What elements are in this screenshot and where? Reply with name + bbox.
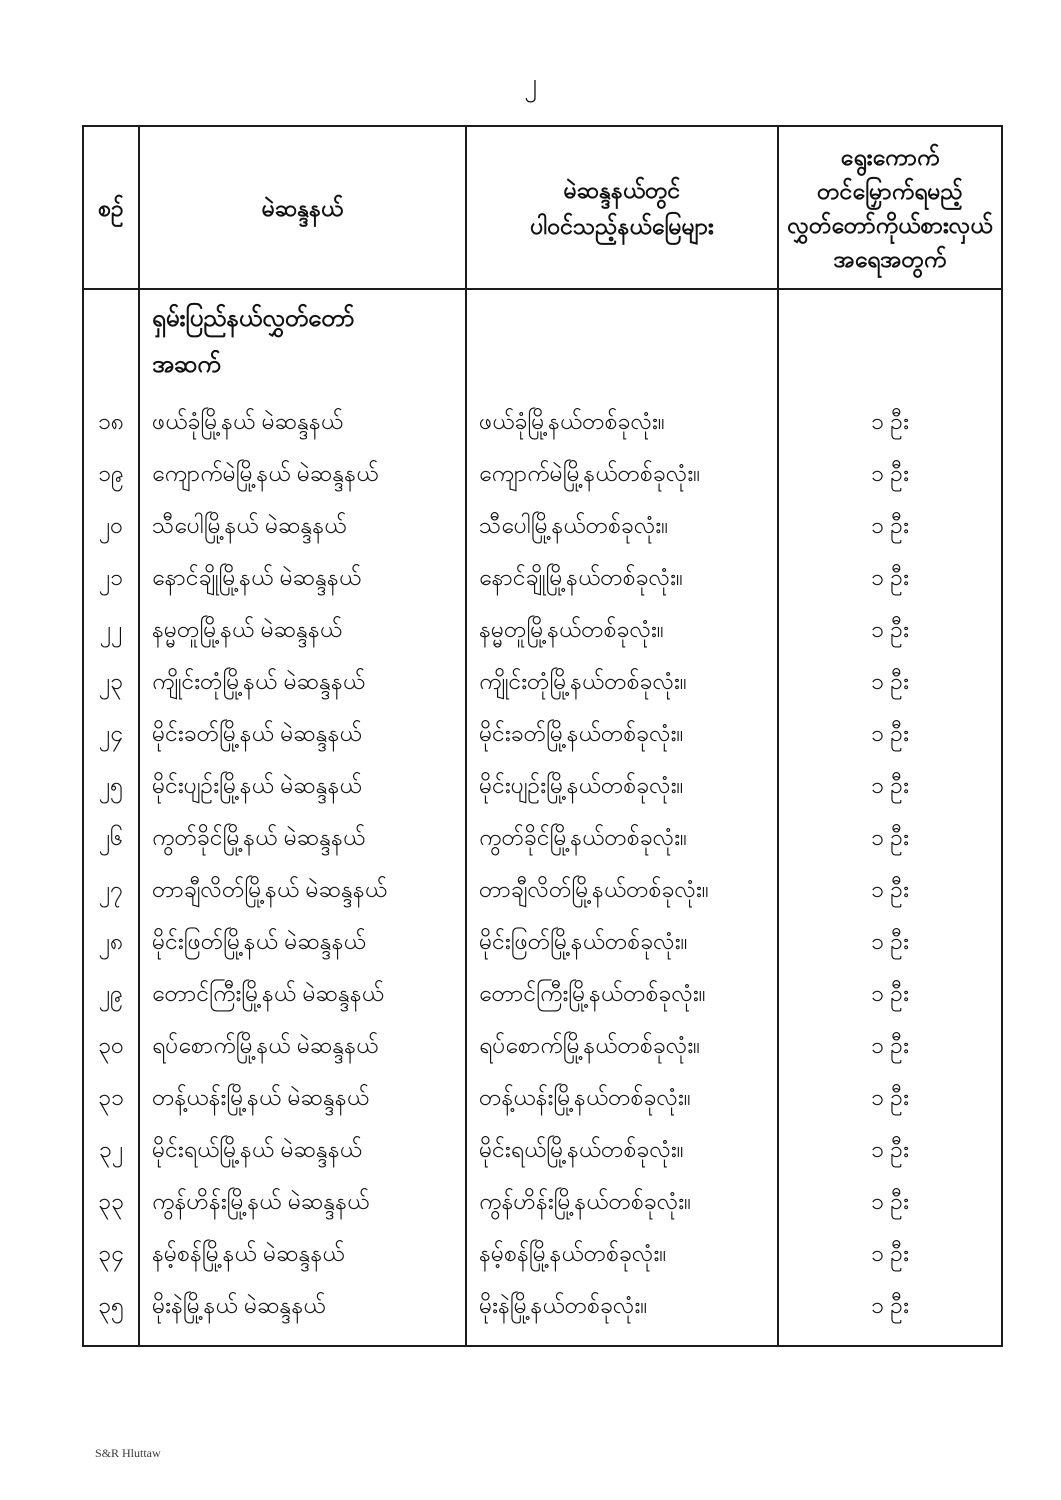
- row-cell-constituency: တောင်ကြီးမြို့နယ် မဲဆန္ဒနယ်: [152, 980, 384, 1006]
- row-cell-constituency: ကျိုင်းတုံမြို့နယ် မဲဆန္ဒနယ်: [152, 668, 366, 694]
- row-cell-no: ၂၈: [98, 928, 124, 954]
- header-included-areas-line1: မဲဆန္ဒနယ်တွင်: [563, 176, 681, 203]
- row-cell-areas: တန့်ယန်းမြို့နယ်တစ်ခုလုံး။: [479, 1084, 691, 1110]
- row-cell-count: ၁ ဦး: [871, 928, 909, 954]
- header-serial-no: [84, 127, 140, 288]
- column-included-areas: [467, 290, 779, 1345]
- row-cell-count: ၁ ဦး: [871, 824, 909, 850]
- row-cell-count: ၁ ဦး: [871, 1188, 909, 1214]
- row-cell-count: ၁ ဦး: [871, 564, 909, 590]
- page-number: ၂: [524, 67, 537, 97]
- row-cell-constituency: ကွန်ဟိန်းမြို့နယ် မဲဆန္ဒနယ်: [152, 1188, 370, 1214]
- row-cell-constituency: မိုးနဲမြို့နယ် မဲဆန္ဒနယ်: [152, 1292, 326, 1318]
- row-cell-count: ၁ ဦး: [871, 980, 909, 1006]
- row-cell-areas: ကွန်ဟိန်းမြို့နယ်တစ်ခုလုံး။: [479, 1188, 692, 1214]
- row-cell-no: ၁၈: [97, 408, 125, 434]
- row-cell-constituency: နမ္မတူမြို့နယ် မဲဆန္ဒနယ်: [152, 616, 343, 642]
- row-cell-count: ၁ ဦး: [871, 1240, 909, 1266]
- table-body: [84, 290, 1001, 1345]
- header-representatives-line2: တင်မြှောက်ရမည့်: [817, 177, 963, 204]
- row-cell-count: ၁ ဦး: [871, 512, 909, 538]
- row-cell-no: ၂၅: [98, 772, 124, 798]
- section-spacer: [467, 290, 777, 398]
- row-cell-constituency: နမ့်စန်မြို့နယ် မဲဆန္ဒနယ်: [152, 1240, 345, 1266]
- row-cell-constituency: တန့်ယန်းမြို့နယ် မဲဆန္ဒနယ်: [152, 1084, 370, 1110]
- row-cell-constituency: မိုင်းပျဉ်းမြို့နယ် မဲဆန္ဒနယ်: [152, 772, 362, 798]
- row-cell-constituency: ရပ်စောက်မြို့နယ် မဲဆန္ဒနယ်: [152, 1032, 379, 1058]
- row-cell-areas: မိုင်းဖြတ်မြို့နယ်တစ်ခုလုံး။: [479, 928, 688, 954]
- row-cell-areas: ရပ်စောက်မြို့နယ်တစ်ခုလုံး။: [479, 1032, 701, 1058]
- header-constituency: [140, 127, 467, 288]
- row-cell-no: ၃၀: [98, 1032, 124, 1058]
- row-cell-no: ၃၃: [98, 1188, 124, 1214]
- column-serial-no: [84, 290, 140, 1345]
- header-included-areas-line2: ပါဝင်သည့်နယ်မြေများ: [530, 212, 714, 239]
- row-cell-count: ၁ ဦး: [871, 720, 909, 746]
- row-cell-areas: ကျောက်မဲမြို့နယ်တစ်ခုလုံး။: [479, 460, 701, 486]
- row-cell-no: ၂၃: [98, 668, 124, 694]
- row-cell-no: ၂၉: [98, 980, 124, 1006]
- row-cell-count: ၁ ဦး: [871, 876, 909, 902]
- section-spacer: [779, 290, 1001, 398]
- row-cell-no: ၃၁: [98, 1084, 124, 1110]
- column-representatives-count: [779, 290, 1001, 1345]
- row-cell-no: ၃၄: [98, 1240, 124, 1266]
- row-cell-areas: ဖယ်ခုံမြို့နယ်တစ်ခုလုံး။: [479, 408, 665, 434]
- header-representatives-line4: အရေအတွက်: [833, 245, 947, 272]
- row-cell-no: ၂၇: [98, 876, 124, 902]
- row-cell-areas: ကျိုင်းတုံမြို့နယ်တစ်ခုလုံး။: [479, 668, 687, 694]
- row-cell-areas: တာချီလိတ်မြို့နယ်တစ်ခုလုံး။: [479, 876, 709, 902]
- section-spacer: [84, 290, 138, 398]
- header-serial-no-label: စဉ်: [98, 194, 124, 221]
- row-cell-areas: တောင်ကြီးမြို့နယ်တစ်ခုလုံး။: [479, 980, 706, 1006]
- row-cell-constituency: မိုင်းဖြတ်မြို့နယ် မဲဆန္ဒနယ်: [152, 928, 366, 954]
- row-cell-constituency: မိုင်းခတ်မြို့နယ် မဲဆန္ဒနယ်: [152, 720, 362, 746]
- row-cell-count: ၁ ဦး: [871, 408, 909, 434]
- section-title-line2: အဆက်: [152, 351, 221, 378]
- row-cell-no: ၂၁: [98, 564, 124, 590]
- constituency-table: [82, 125, 1003, 1347]
- section-title: [140, 290, 465, 398]
- row-cell-no: ၂၄: [98, 720, 124, 746]
- row-cell-count: ၁ ဦး: [871, 1292, 909, 1318]
- row-cell-no: ၃၂: [98, 1136, 124, 1162]
- header-representatives-line3: လွှတ်တော်ကိုယ်စားလှယ်: [787, 211, 993, 238]
- row-cell-count: ၁ ဦး: [871, 772, 909, 798]
- row-cell-constituency: ကျောက်မဲမြို့နယ် မဲဆန္ဒနယ်: [152, 460, 379, 486]
- row-cell-areas: နမ့်စန်မြို့နယ်တစ်ခုလုံး။: [479, 1240, 667, 1266]
- row-cell-count: ၁ ဦး: [871, 1032, 909, 1058]
- row-cell-count: ၁ ဦး: [871, 668, 909, 694]
- header-representatives-count: [779, 127, 1001, 288]
- row-cell-areas: သီပေါမြို့နယ်တစ်ခုလုံး။: [479, 512, 669, 538]
- column-constituency: [140, 290, 467, 1345]
- row-cell-no: ၁၉: [98, 460, 124, 486]
- row-cell-areas: ကွတ်ခိုင်မြို့နယ်တစ်ခုလုံး။: [479, 824, 688, 850]
- row-cell-count: ၁ ဦး: [871, 1084, 909, 1110]
- row-cell-count: ၁ ဦး: [871, 616, 909, 642]
- table-header-row: [84, 127, 1001, 290]
- row-cell-areas: နောင်ချိုမြို့နယ်တစ်ခုလုံး။: [479, 564, 683, 590]
- section-title-line1: ရှမ်းပြည်နယ်လွှတ်တော်: [152, 305, 355, 332]
- row-cell-areas: မိုင်းပျဉ်းမြို့နယ်တစ်ခုလုံး။: [479, 772, 684, 798]
- row-cell-areas: မိုးနဲမြို့နယ်တစ်ခုလုံး။: [479, 1292, 648, 1318]
- row-cell-constituency: နောင်ချိုမြို့နယ် မဲဆန္ဒနယ်: [152, 564, 362, 590]
- row-cell-areas: နမ္မတူမြို့နယ်တစ်ခုလုံး။: [479, 616, 664, 642]
- row-cell-areas: မိုင်းခတ်မြို့နယ်တစ်ခုလုံး။: [479, 720, 684, 746]
- row-cell-count: ၁ ဦး: [871, 460, 909, 486]
- header-constituency-label: မဲဆန္ဒနယ်: [261, 194, 344, 221]
- row-cell-no: ၂၆: [98, 824, 124, 850]
- row-cell-constituency: တာချီလိတ်မြို့နယ် မဲဆန္ဒနယ်: [152, 876, 388, 902]
- footer-watermark: S&R Hluttaw: [95, 1446, 161, 1460]
- row-cell-no: ၂၀: [98, 512, 124, 538]
- row-cell-count: ၁ ဦး: [871, 1136, 909, 1162]
- row-cell-no: ၂၂: [99, 616, 123, 642]
- row-cell-no: ၃၅: [98, 1292, 124, 1318]
- row-cell-constituency: ဖယ်ခုံမြို့နယ် မဲဆန္ဒနယ်: [152, 408, 344, 434]
- row-cell-constituency: ကွတ်ခိုင်မြို့နယ် မဲဆန္ဒနယ်: [152, 824, 366, 850]
- header-included-areas: [467, 127, 779, 288]
- row-cell-constituency: သီပေါမြို့နယ် မဲဆန္ဒနယ်: [152, 512, 347, 538]
- row-cell-constituency: မိုင်းရယ်မြို့နယ် မဲဆန္ဒနယ်: [152, 1136, 362, 1162]
- row-cell-areas: မိုင်းရယ်မြို့နယ်တစ်ခုလုံး။: [479, 1136, 684, 1162]
- header-representatives-line1: ရွေးကောက်: [840, 143, 940, 170]
